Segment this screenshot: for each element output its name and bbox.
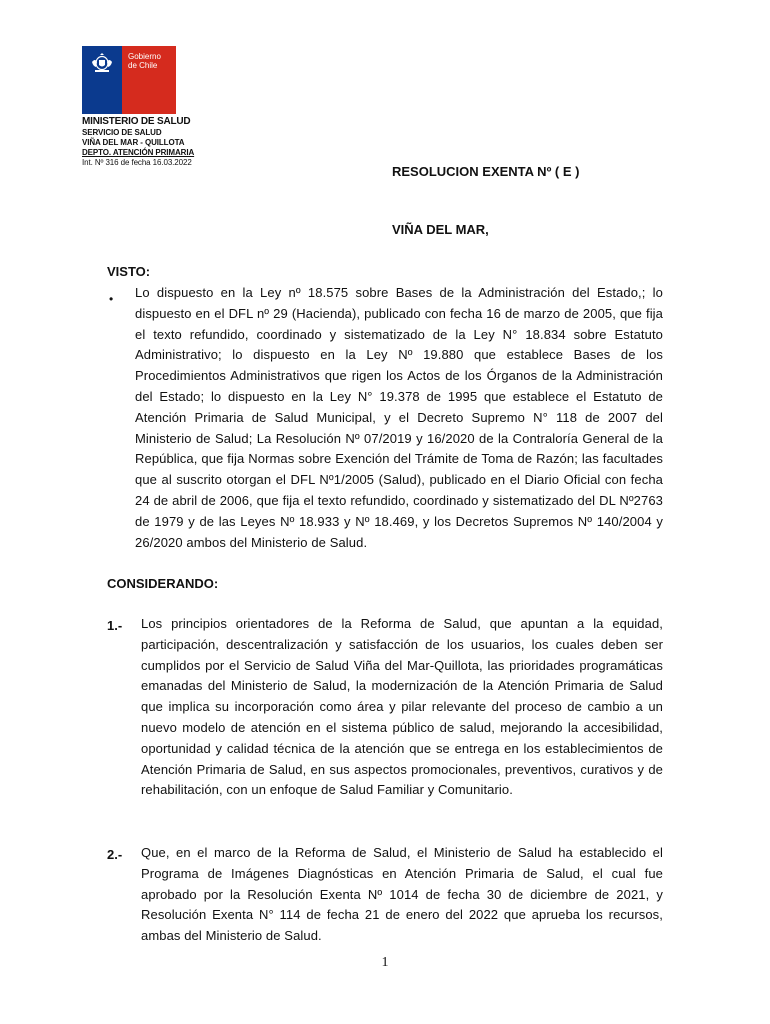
coat-of-arms-icon: [90, 52, 114, 74]
logo-wordmark: [128, 52, 174, 70]
considerando-item-text: Que, en el marco de la Reforma de Salud, el Ministerio de Salud ha establecido el Programa de Imágenes Diagnósticas en Atención Primaria de Salud, el cual fue aprobado por la Resolución Exenta Nº 1014 de fecha 30 de diciembre de 2021, y Resolución Exenta N° 114 de fecha 21 de enero del 2022 que aprueba los recursos, ambas del Ministerio de Salud.: [141, 845, 663, 944]
page-number: 1: [381, 955, 389, 970]
considerando-item-number: 2.-: [107, 847, 123, 862]
visto-bullet: •: [109, 292, 114, 306]
service-region: VIÑA DEL MAR - QUILLOTA: [82, 138, 185, 147]
logo-line-1: Gobierno: [128, 52, 161, 61]
visto-text: Lo dispuesto en la Ley nº 18.575 sobre Bases de la Administración del Estado,; lo dispuesto en el DFL nº 29 (Hacienda), publicado con fecha 16 de marzo de 2005, que fija el texto refundido, coordinado y sistematizado de la Ley N° 18.834 sobre Estatuto Administrativo; lo dispuesto en la Ley Nº 19.880 que establece Bases de los Procedimientos Administrativos que rigen los Actos de los Órganos de la Administración del Estado; lo dispuesto en la Ley N° 19.378 de 1995 que establece el Estatuto de Atención Primaria de Salud Municipal, y el Decreto Supremo N° 118 de 2007 del Ministerio de Salud; La Resolución Nº 07/2019 y 16/2020 de la Contraloría General de la República, que fija Normas sobre Exención del Trámite de Toma de Razón; las facultades que al suscrito otorgan el DFL Nº1/2005 (Salud), publicado en el Diario Oficial con fecha 24 de abril de 2006, que fija el texto refundido, coordinado y sistematizado del DL Nº2763 de 1979 y de las Leyes Nº 18.933 y Nº 18.469, y los Decretos Supremos Nº 140/2004 y 26/2020 ambos del Ministerio de Salud.: [135, 285, 663, 550]
service-name: [82, 128, 212, 138]
ministry-name: MINISTERIO DE SALUD: [82, 116, 191, 127]
department-name: DEPTO. ATENCIÓN PRIMARIA: [82, 148, 195, 157]
service-name-text: SERVICIO DE SALUD: [82, 128, 162, 137]
logo-bottom-blue-bar: [82, 106, 122, 114]
issuing-office-block: [82, 116, 212, 168]
internal-reference: Int. Nº 316 de fecha 16.03.2022: [82, 158, 192, 167]
logo-line-2: de Chile: [128, 61, 158, 70]
considerando-item-number: 1.-: [107, 618, 123, 633]
city-date-line: VIÑA DEL MAR,: [392, 222, 489, 237]
resolution-title: RESOLUCION EXENTA Nº ( E ): [392, 164, 580, 179]
considerando-item-text: Los principios orientadores de la Reforma de Salud, que apuntan a la equidad, participación, descentralización y satisfacción de los usuarios, los cuales deben ser cumplidos por el Servicio de Salud Viña del Mar-Quillota, las prioridades programáticas emanadas del Ministerio de Salud, la modernización de la Atención Primaria de Salud que implica su incorporación como área y pilar relevante del proceso de cambio a un nuevo modelo de atención en el sistema público de salud, mejorando la accesibilidad, oportunidad y calidad técnica de la atención que se entrega en los establecimientos de Atención Primaria de Salud, en sus aspectos promocionales, preventivos, curativos y de rehabilitación, con un enfoque de Salud Familiar y Comunitario.: [141, 616, 663, 798]
visto-heading: VISTO:: [107, 264, 151, 279]
considerando-heading: CONSIDERANDO:: [107, 576, 219, 591]
gobierno-de-chile-logo: [82, 46, 176, 114]
